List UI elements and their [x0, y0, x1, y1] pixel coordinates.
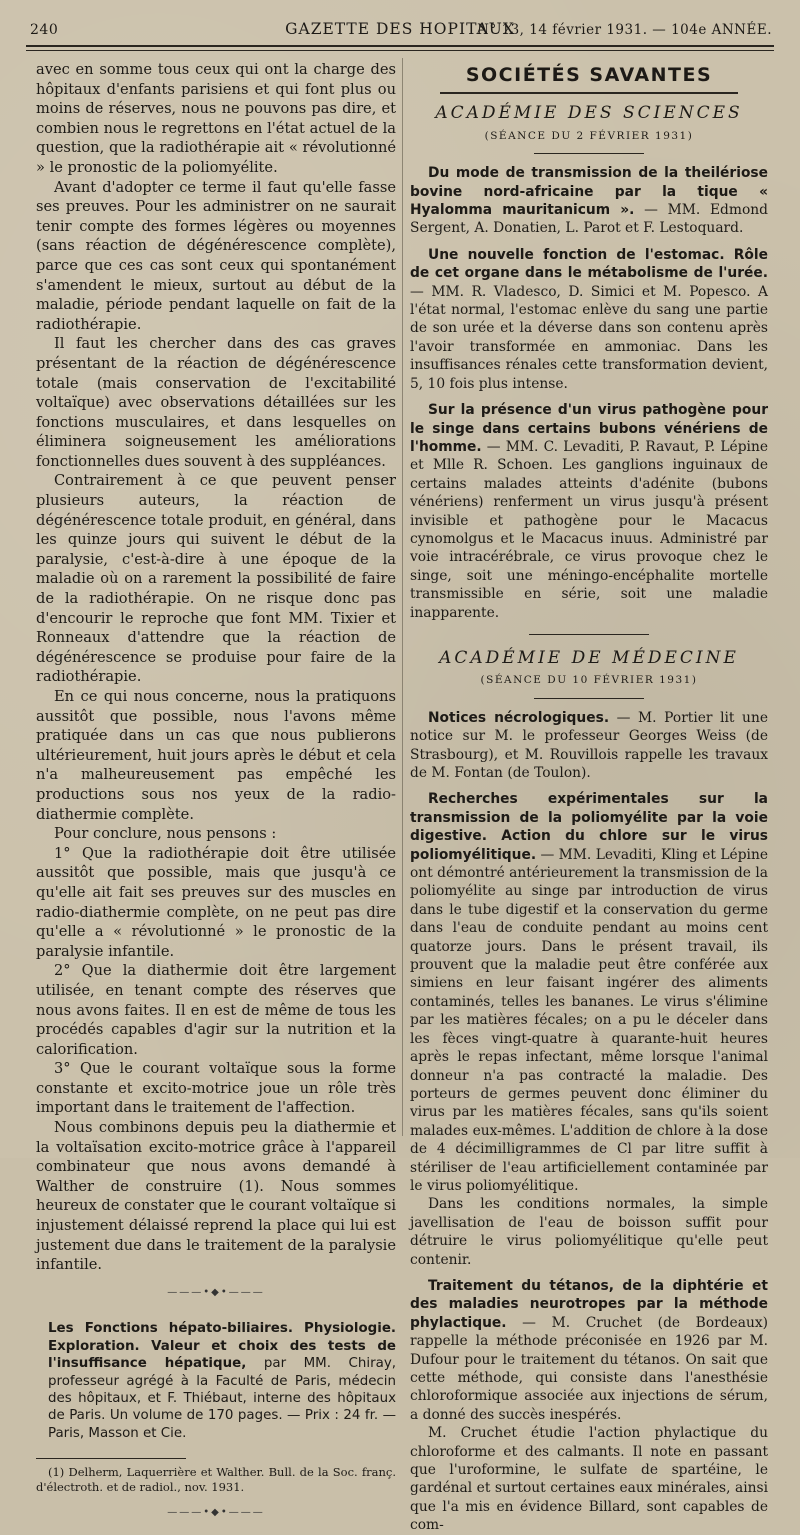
session-date: (SÉANCE DU 2 FÉVRIER 1931)	[484, 129, 694, 142]
entry-body: — MM. Levaditi, Kling et Lépine ont démontré antérieurement la transmission de la poliomyélite au singe par introduction de virus dans le tube digestif et la conservation du germe dans l'eau de conduite pendant au moins cent quatorze jours. Dans le présent travail, ils prouvent que la maladie peut être conférée aux simiens en leur faisant ingérer des aliments contaminés, telles les bananes. Le virus s'élimine par les matières fécales; on a pu le déceler dans les fèces vingt-quatre à quarante-huit heures après le repas infectant, même lorsque l'animal donneur n'a pas contracté la maladie. Des porteurs de germes peuvent donc éliminer du virus par les matières fécales, sans qu'ils soient malades eux-mêmes. L'addition de chlore à la dose de 4 décimilligrammes de Cl par litre suffit à stériliser de l'eau artificiellement contaminée par le virus poliomyélitique.	[410, 846, 768, 1194]
paragraph: M. Cruchet étudie l'action phylactique du chloroforme et des calmants. Il note en passant que l'uroformine, le sulfate de spartéine, le gardénal et surtout certaines eaux minérales, ainsi que l'a mis en évidence Billard, sont capables de com-	[410, 1425, 768, 1534]
issue-info: N° 13, 14 février 1931. — 104e ANNÉE.	[477, 22, 772, 38]
report-entry	[410, 401, 768, 622]
book-details: par MM. Chiray, professeur agrégé à la Faculté de Paris, médecin des hôpitaux, et F. Thiébaut, interne des hôpitaux de Paris. Un volume de 170 pages. — Prix : 24 fr. — Paris, Masson et Cie.	[48, 1356, 396, 1441]
entry-heading: Une nouvelle fonction de l'estomac. Rôle de cet organe dans le métabolisme de l'urée.	[410, 246, 768, 282]
entry-heading: Du mode de transmission de la theilériose bovine nord-africaine par la tique « Hyalomma mauritanicum ».	[410, 165, 768, 219]
entry-heading: Traitement du tétanos, de la diphtérie et des maladies neurotropes par la méthode phylactique.	[410, 1277, 768, 1331]
academy-heading: ACADÉMIE DES SCIENCES	[435, 103, 743, 124]
paragraph: 1° Que la radiothérapie doit être utilisée aussitôt que possible, mais que jusqu'à ce qu'elle ait fait ses preuves sur des muscles en radio-diathermie complète, on ne peut pas dire qu'elle a « révolutionné » le pronostic de la paralysie infantile.	[36, 844, 396, 960]
entry-heading: Sur la présence d'un virus pathogène pour le singe dans certains bubons vénériens de l'homme.	[410, 402, 768, 455]
header-rule	[26, 45, 774, 47]
paragraph: Nous combinons depuis peu la diathermie et la voltaïsation excito-motrice grâce à l'appareil combinateur que nous avons demandé à Walther de construire (1). Nous sommes heureux de constater que le courant voltaïque si injustement délaissé reprend la place qui lui est justement due dans le traitement de la paralysie infantile.	[36, 1119, 396, 1274]
paragraph: Contrairement à ce que peuvent penser plusieurs auteurs, la réaction de dégénérescence totale produit, en général, dans les quinze jours qui suivent le début de la paralysie, c'est-à-dire à une époque de la maladie où on a rarement la possibilité de faire de la radiothérapie. On ne risque donc pas d'encourir le reproche que font MM. Tixier et Ronneaux d'attendre que la réaction de dégénérescence se produise pour faire de la radiothérapie.	[36, 472, 396, 686]
footnote: (1) Delherm, Laquerrière et Walther. Bull. de la Soc. franç. d'électroth. et de radiol., nov. 1931.	[36, 1465, 396, 1495]
page-header	[22, 18, 778, 42]
journal-title: GAZETTE DES HOPITAUX	[285, 20, 515, 38]
ornament-divider: ———•◆•———	[167, 1507, 265, 1519]
entry-body: — M. Cruchet (de Bordeaux) rappelle la méthode préconisée en 1926 par M. Dufour pour le traitement du tétanos. On sait que cette méthode, qui consiste dans l'anesthésie chloroformique associée aux injections de sérum, a donné des succès inespérés.	[410, 1314, 768, 1423]
report-entry	[410, 246, 768, 393]
entry-body: — MM. C. Levaditi, P. Ravaut, P. Lépine et Mlle R. Schoen. Les ganglions inguinaux de certains malades atteints d'adénite (bubons vénériens) renferment un virus jusqu'à présent invisible et pathogène pour le Macacus cynomolgus et le Macacus inuus. Administré par voie intracérébrale, ce virus provoque chez le singe, soit une méningo-encéphalite mortelle transmissible en série, soit une maladie inapparente.	[410, 438, 768, 621]
report-entry	[410, 1277, 768, 1424]
paragraph: Il faut les chercher dans des cas graves présentant de la réaction de dégénérescence totale (mais conservation de l'excitabilité voltaïque) avec observations détaillées sur les fonctions musculaires, et dans lesquelles on éliminera soigneusement les améliorations fonctionnelles dues souvent à des suppléances.	[36, 335, 396, 470]
short-rule	[534, 698, 644, 699]
book-title: Les Fonctions hépato-biliaires. Physiologie. Exploration. Valeur et choix des tests de l'insuffisance hépatique,	[48, 1321, 396, 1372]
left-column	[36, 60, 396, 1523]
paragraph: 2° Que la diathermie doit être largement utilisée, en tenant compte des réserves que nous avons faites. Il en est de même de tous les procédés capables d'agir sur la nutrition et la calorification.	[36, 962, 396, 1058]
short-rule	[534, 153, 644, 154]
session-date: (SÉANCE DU 10 FÉVRIER 1931)	[480, 674, 698, 687]
footnote-rule	[36, 1458, 186, 1459]
report-entry	[410, 164, 768, 238]
paragraph: Dans les conditions normales, la simple javellisation de l'eau de boisson suffit pour détruire le virus poliomyélitique qu'elle peut contenir.	[410, 1196, 768, 1268]
report-entry	[410, 790, 768, 1195]
page-number: 240	[30, 22, 59, 38]
section-rule	[440, 92, 738, 94]
entry-heading: Notices nécrologiques.	[428, 709, 610, 726]
right-column	[410, 60, 768, 1535]
academy-heading: ACADÉMIE DE MÉDECINE	[439, 647, 739, 668]
paragraph: avec en somme tous ceux qui ont la charge des hôpitaux d'enfants parisiens et qui font plus ou moins de réserves, nous ne pouvons pas dire, et combien nous le regrettons en l'état actuel de la question, que la radiothérapie ait « révolutionné » le pronostic de la poliomyélite.	[36, 61, 396, 176]
book-review	[36, 1320, 396, 1442]
entry-body: — MM. R. Vladesco, D. Simici et M. Popesco. A l'état normal, l'estomac enlève du sang une partie de son urée et la déverse dans son contenu après l'avoir transformée en ammoniac. Dans les insuffisances rénales cette transformation devient, 5, 10 fois plus intense.	[410, 283, 768, 392]
entry-body: — MM. Edmond Sergent, A. Donatien, L. Parot et F. Lestoquard.	[410, 202, 769, 237]
entry-heading: Recherches expérimentales sur la transmission de la poliomyélite par la voie digestive. Action du chlore sur le virus poliomyélitique.	[410, 791, 768, 863]
ornament-divider: ———•◆•———	[167, 1286, 265, 1298]
paragraph: En ce qui nous concerne, nous la pratiquons aussitôt que possible, nous l'avons même pratiquée dans un cas que nous publierons ultérieurement, huit jours après le début et cela n'a malheureusement pas empêché les productions sous nos yeux de la radio-diathermie complète.	[36, 688, 396, 823]
report-entry	[410, 709, 768, 783]
header-rule-thin	[26, 50, 774, 51]
section-rule	[529, 634, 649, 635]
paragraph: Avant d'adopter ce terme il faut qu'elle fasse ses preuves. Pour les administrer on ne saurait tenir compte des formes légères ou moyennes (sans réaction de dégénérescence complète), parce que ces cas sont ceux qui spontanément s'amendent le mieux, surtout au début de la maladie, période pendant laquelle on fait de la radiothérapie.	[36, 178, 396, 333]
paragraph: Pour conclure, nous pensons :	[54, 825, 277, 843]
column-divider	[402, 58, 403, 1136]
entry-body: — M. Portier lit une notice sur M. le professeur Georges Weiss (de Strasbourg), et M. Rouvillois rappelle les travaux de M. Fontan (de Toulon).	[410, 709, 768, 781]
section-title: SOCIÉTÉS SAVANTES	[465, 64, 713, 86]
paragraph: 3° Que le courant voltaïque sous la forme constante et excito-motrice joue un rôle très important dans le traitement de l'affection.	[36, 1060, 396, 1117]
